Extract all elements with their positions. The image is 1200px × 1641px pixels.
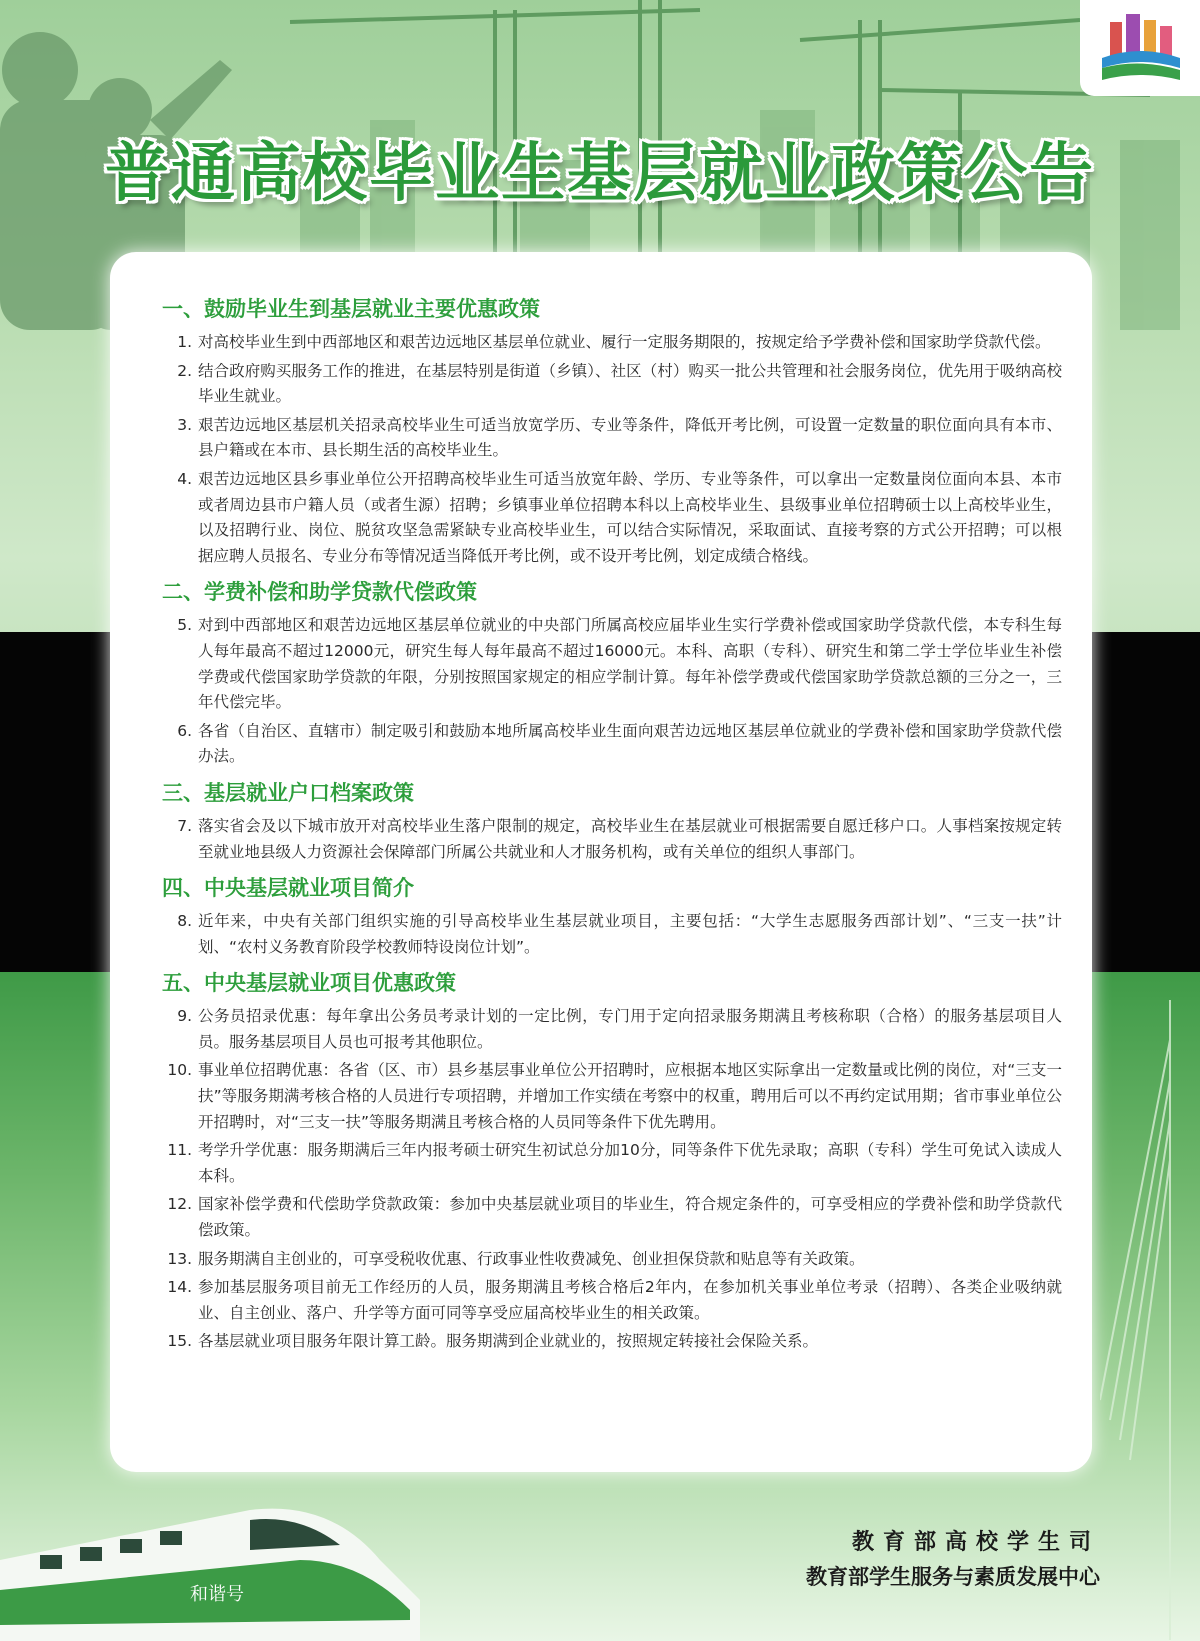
list-item xyxy=(162,1247,1062,1273)
item-number: 7. xyxy=(177,816,192,835)
brand-logo xyxy=(1080,0,1200,96)
item-text: 艰苦边远地区基层机关招录高校毕业生可适当放宽学历、专业等条件，降低开考比例，可设置一定数量的职位面向具有本市、县户籍或在本市、县长期生活的高校毕业生。 xyxy=(198,415,1062,460)
list-item xyxy=(162,359,1062,410)
item-number: 4. xyxy=(177,469,192,488)
section-3 xyxy=(162,778,1062,865)
item-text: 对高校毕业生到中西部地区和艰苦边远地区基层单位就业、履行一定服务期限的，按规定给予学费补偿和国家助学贷款代偿。 xyxy=(198,333,1051,351)
item-text: 公务员招录优惠：每年拿出公务员考录计划的一定比例，专门用于定向招录服务期满且考核称职（合格）的服务基层项目人员。服务基层项目人员也可报考其他职位。 xyxy=(198,1007,1062,1051)
brand-logo-icon xyxy=(1080,0,1200,96)
list-item xyxy=(162,1192,1062,1243)
item-text: 近年来，中央有关部门组织实施的引导高校毕业生基层就业项目，主要包括：“大学生志愿服务西部计划”、“三支一扶”计划、“农村义务教育阶段学校教师特设岗位计划”。 xyxy=(198,912,1062,956)
section-5 xyxy=(162,968,1062,1355)
train-sign: 和谐号 xyxy=(190,1584,244,1605)
list-item xyxy=(162,613,1062,715)
list-item xyxy=(162,814,1062,865)
list-item xyxy=(162,467,1062,569)
item-text: 结合政府购买服务工作的推进，在基层特别是街道（乡镇）、社区（村）购买一批公共管理和社会服务岗位，优先用于吸纳高校毕业生就业。 xyxy=(198,361,1062,406)
issuer-line-1: 教育部高校学生司 xyxy=(851,1530,1100,1555)
issuer-footer xyxy=(700,1526,1100,1594)
section-heading: 一、鼓励毕业生到基层就业主要优惠政策 xyxy=(162,297,540,321)
item-text: 各基层就业项目服务年限计算工龄。服务期满到企业就业的，按照规定转接社会保险关系。 xyxy=(198,1332,819,1351)
policy-content xyxy=(162,294,1062,1363)
item-text: 对到中西部地区和艰苦边远地区基层单位就业的中央部门所属高校应届毕业生实行学费补偿或国家助学贷款代偿，本专科生每人每年最高不超过12000元，研究生每人每年最高不超过16000元。本科、高职（专科）、研究生和第二学士学位毕业生补偿学费或代偿国家助学贷款的年限，分别按照国家规定的相应学制计算。每年补偿学费或代偿国家助学贷款总额的三分之一，三年代偿完毕。 xyxy=(198,616,1062,712)
section-4 xyxy=(162,873,1062,960)
item-number: 1. xyxy=(177,333,192,351)
item-number: 11. xyxy=(167,1141,192,1160)
list-item xyxy=(162,1058,1062,1135)
list-item xyxy=(162,1138,1062,1189)
item-number: 8. xyxy=(177,912,192,931)
page-title: 普通高校毕业生基层就业政策公告 xyxy=(105,137,1095,211)
section-heading: 五、中央基层就业项目优惠政策 xyxy=(162,971,456,996)
item-text: 艰苦边远地区县乡事业单位公开招聘高校毕业生可适当放宽年龄、学历、专业等条件，可以拿出一定数量岗位面向本县、本市或者周边县市户籍人员（或者生源）招聘；乡镇事业单位招聘本科以上高校毕业生、县级事业单位招聘硕士以上高校毕业生，以及招聘行业、岗位、脱贫攻坚急需紧缺专业高校毕业生，可以结合实际情况，采取面试、直接考察的方式公开招聘；可以根据应聘人员报名、专业分布等情况适当降低开考比例，或不设开考比例，划定成绩合格线。 xyxy=(198,469,1062,565)
section-2 xyxy=(162,577,1062,770)
item-text: 服务期满自主创业的，可享受税收优惠、行政事业性收费减免、创业担保贷款和贴息等有关政策。 xyxy=(198,1249,865,1268)
item-number: 2. xyxy=(177,361,192,380)
section-heading: 三、基层就业户口档案政策 xyxy=(162,780,414,805)
section-heading: 四、中央基层就业项目简介 xyxy=(162,876,414,901)
item-number: 9. xyxy=(177,1007,192,1026)
content-panel xyxy=(110,252,1092,1472)
item-text: 考学升学优惠：服务期满后三年内报考硕士研究生初试总分加10分，同等条件下优先录取；高职（专科）学生可免试入读成人本科。 xyxy=(198,1141,1062,1185)
item-number: 3. xyxy=(177,415,192,434)
item-text: 事业单位招聘优惠：各省（区、市）县乡基层事业单位公开招聘时，应根据本地区实际拿出一定数量或比例的岗位，对“三支一扶”等服务期满考核合格的人员进行专项招聘，并增加工作实绩在考察中的权重，聘用后可以不再约定试用期；省市事业单位公开招聘时，对“三支一扶”等服务期满且考核合格的人员同等条件下优先聘用。 xyxy=(198,1061,1062,1131)
issuer-line-2: 教育部学生服务与素质发展中心 xyxy=(806,1565,1100,1589)
list-item xyxy=(162,909,1062,960)
item-text: 落实省会及以下城市放开对高校毕业生落户限制的规定，高校毕业生在基层就业可根据需要自愿迁移户口。人事档案按规定转至就业地县级人力资源社会保障部门所属公共就业和人才服务机构，或有关单位的组织人事部门。 xyxy=(198,816,1062,861)
section-1 xyxy=(162,294,1062,569)
item-number: 13. xyxy=(167,1249,192,1268)
list-item xyxy=(162,1004,1062,1055)
list-item xyxy=(162,1329,1062,1355)
bridge-illustration xyxy=(1100,1000,1200,1640)
item-number: 5. xyxy=(177,616,192,635)
item-number: 12. xyxy=(167,1195,192,1214)
list-item xyxy=(162,330,1062,356)
item-number: 14. xyxy=(167,1278,192,1297)
list-item xyxy=(162,719,1062,770)
item-text: 国家补偿学费和代偿助学贷款政策：参加中央基层就业项目的毕业生，符合规定条件的，可享受相应的学费补偿和助学贷款代偿政策。 xyxy=(198,1195,1062,1240)
item-number: 6. xyxy=(177,721,192,740)
item-text: 参加基层服务项目前无工作经历的人员，服务期满且考核合格后2年内，在参加机关事业单位考录（招聘）、各类企业吸纳就业、自主创业、落户、升学等方面可同等享受应届高校毕业生的相关政策。 xyxy=(198,1278,1062,1322)
item-text: 各省（自治区、直辖市）制定吸引和鼓励本地所属高校毕业生面向艰苦边远地区基层单位就业的学费补偿和国家助学贷款代偿办法。 xyxy=(198,721,1062,766)
train-illustration xyxy=(0,1450,460,1641)
list-item xyxy=(162,413,1062,464)
item-number: 15. xyxy=(167,1332,192,1351)
item-number: 10. xyxy=(167,1061,192,1080)
list-item xyxy=(162,1275,1062,1326)
section-heading: 二、学费补偿和助学贷款代偿政策 xyxy=(162,580,477,605)
